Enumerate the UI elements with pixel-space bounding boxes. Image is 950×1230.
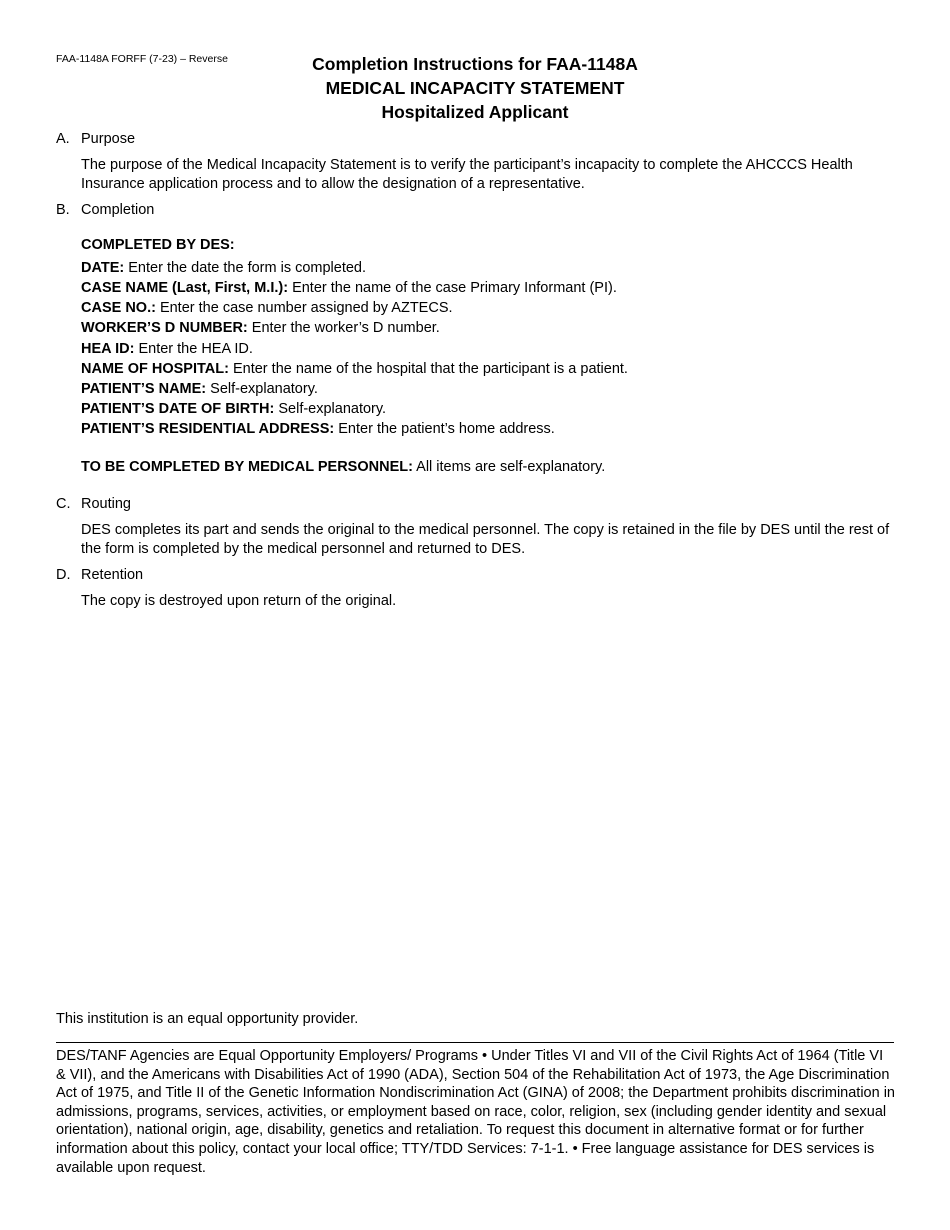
section-a-text: The purpose of the Medical Incapacity Statement is to verify the participant’s incapacity to complete the AHCCCS Health Insurance application process and to allow the designation of a representative.	[81, 157, 853, 192]
field-instruction: CASE NO.: Enter the case number assigned by AZTECS.	[81, 300, 453, 316]
field-instruction: DATE: Enter the date the form is completed.	[81, 260, 367, 276]
page-title: Completion Instructions for FAA-1148A	[312, 54, 638, 74]
field-instruction: PATIENT’S NAME: Self-explanatory.	[81, 381, 318, 397]
section-letter: B.	[56, 202, 70, 218]
section-title: Purpose	[81, 131, 136, 147]
form-id: FAA-1148A FORFF (7-23) – Reverse	[56, 53, 228, 65]
section-title: Retention	[81, 567, 144, 583]
medical-personnel-instruction: TO BE COMPLETED BY MEDICAL PERSONNEL: All items are self-explanatory.	[81, 459, 606, 475]
field-instruction: PATIENT’S DATE OF BIRTH: Self-explanatory.	[81, 401, 387, 417]
section-title: Completion	[81, 202, 155, 218]
form-subtitle: Hospitalized Applicant	[381, 102, 569, 122]
form-name: MEDICAL INCAPACITY STATEMENT	[325, 78, 625, 98]
section-c-heading	[56, 496, 131, 512]
field-instruction: CASE NAME (Last, First, M.I.): Enter the name of the case Primary Informant (PI).	[81, 280, 617, 296]
section-d-heading	[56, 567, 143, 583]
field-instruction: HEA ID: Enter the HEA ID.	[81, 341, 253, 357]
section-a-heading	[56, 131, 135, 147]
section-c-text: DES completes its part and sends the original to the medical personnel. The copy is retained in the file by DES until the rest of the form is completed by the medical personnel and returned to DES.	[81, 522, 890, 557]
title-block	[0, 52, 950, 124]
section-letter: C.	[56, 496, 71, 512]
nondiscrimination-notice: DES/TANF Agencies are Equal Opportunity Employers/ Programs • Under Titles VI and VII of the Civil Rights Act of 1964 (Title VI & VII), and the Americans with Disabilities Act of 1990 (ADA), Section 504 of the Rehabilitation Act of 1973, the Age Discrimination Act of 1975, and Title II of the Genetic Information Nondiscrimination Act (GINA) of 2008; the Department prohibits discrimination in admissions, programs, services, activities, or employment based on race, color, religion, sex (including gender identity and sexual orientation), national origin, age, disability, genetics and retaliation. To request this document in alternative format or for further information about this policy, contact your local office; TTY/TDD Services: 7-1-1. • Free language assistance for DES services is available upon request.	[56, 1048, 895, 1176]
field-instruction: PATIENT’S RESIDENTIAL ADDRESS: Enter the patient’s home address.	[81, 421, 555, 437]
section-letter: A.	[56, 131, 70, 147]
field-instruction: NAME OF HOSPITAL: Enter the name of the hospital that the participant is a patient.	[81, 361, 628, 377]
section-title: Routing	[81, 496, 131, 512]
equal-opportunity-statement: This institution is an equal opportunity provider.	[56, 1011, 359, 1027]
section-d-text: The copy is destroyed upon return of the original.	[81, 593, 397, 609]
section-letter: D.	[56, 567, 71, 583]
section-b-heading	[56, 202, 154, 218]
field-instruction: WORKER’S D NUMBER: Enter the worker’s D number.	[81, 320, 440, 336]
completed-by-des-heading: COMPLETED BY DES:	[81, 237, 235, 253]
footer-divider	[56, 1042, 894, 1043]
